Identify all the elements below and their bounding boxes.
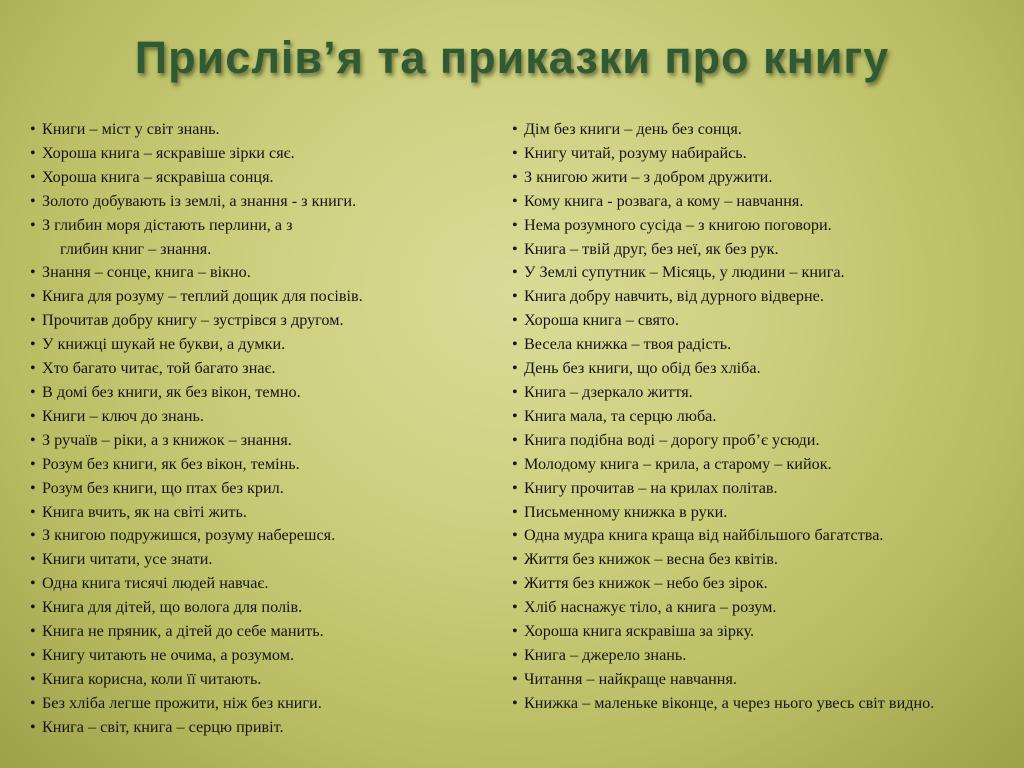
bullet-marker: • bbox=[30, 215, 36, 234]
bullet-marker: • bbox=[30, 382, 36, 401]
bullet-marker: • bbox=[30, 598, 36, 617]
proverb-text: Нема розумного сусіда – з книгою поговори. bbox=[524, 215, 832, 234]
bullet-marker: • bbox=[30, 359, 36, 378]
bullet-marker: • bbox=[512, 382, 518, 401]
proverb-text: Хто багато читає, той багато знає. bbox=[42, 359, 276, 378]
bullet-marker: • bbox=[30, 454, 36, 473]
proverb-item bbox=[30, 405, 490, 429]
bullet-marker: • bbox=[30, 143, 36, 162]
proverb-item bbox=[30, 524, 490, 548]
bullet-marker: • bbox=[512, 669, 518, 688]
proverb-item bbox=[30, 285, 490, 309]
proverb-item bbox=[512, 596, 996, 620]
proverb-text: Весела книжка – твоя радість. bbox=[524, 335, 732, 354]
proverb-text: В домі без книги, як без вікон, темно. bbox=[42, 382, 301, 401]
proverb-text: Розум без книги, що птах без крил. bbox=[42, 478, 284, 497]
proverb-item bbox=[512, 190, 996, 214]
proverb-text: Книга корисна, коли її читають. bbox=[42, 669, 262, 688]
proverb-item bbox=[512, 166, 996, 190]
proverb-text: Прочитав добру книгу – зустрівся з другом. bbox=[42, 311, 344, 330]
proverbs-right-column bbox=[512, 118, 996, 716]
proverb-text: Дім без книги – день без сонця. bbox=[524, 120, 742, 138]
proverb-text: Книга вчить, як на світі жить. bbox=[42, 502, 247, 521]
proverb-text: Кому книга - розвага, а кому – навчання. bbox=[524, 191, 804, 210]
proverb-text: Молодому книга – крила, а старому – кийок. bbox=[524, 454, 832, 473]
bullet-marker: • bbox=[512, 550, 518, 569]
proverb-text: Хороша книга – свято. bbox=[524, 311, 679, 330]
proverb-item bbox=[512, 429, 996, 453]
bullet-marker: • bbox=[512, 287, 518, 306]
proverb-item bbox=[512, 405, 996, 429]
proverb-text: Хліб наснажує тіло, а книга – розум. bbox=[524, 598, 777, 617]
proverb-item bbox=[512, 214, 996, 238]
proverb-item bbox=[30, 357, 490, 381]
bullet-marker: • bbox=[30, 335, 36, 354]
proverb-item bbox=[512, 477, 996, 501]
proverb-text: Одна мудра книга краща від найбільшого багатства. bbox=[524, 526, 884, 545]
proverb-text: Хороша книга яскравіша за зірку. bbox=[524, 622, 755, 641]
bullet-marker: • bbox=[30, 550, 36, 569]
proverb-item bbox=[512, 381, 996, 405]
bullet-marker: • bbox=[512, 502, 518, 521]
bullet-marker: • bbox=[512, 120, 518, 138]
proverb-item bbox=[512, 238, 996, 262]
bullet-marker: • bbox=[512, 406, 518, 425]
proverb-continuation: глибин книг – знання. bbox=[60, 239, 212, 258]
proverb-text: Книги – міст у світ знань. bbox=[42, 120, 220, 138]
bullet-marker: • bbox=[512, 430, 518, 449]
proverb-item bbox=[512, 620, 996, 644]
slide-title: Прислів’я та приказки про книгу bbox=[134, 32, 890, 83]
proverb-item bbox=[30, 309, 490, 333]
proverb-item bbox=[30, 118, 490, 142]
proverb-text: Знання – сонце, книга – вікно. bbox=[42, 263, 251, 282]
proverb-text: Читання – найкраще навчання. bbox=[524, 669, 737, 688]
proverb-item bbox=[512, 142, 996, 166]
proverb-item bbox=[512, 524, 996, 548]
proverb-item bbox=[512, 453, 996, 477]
bullet-marker: • bbox=[30, 574, 36, 593]
bullet-marker: • bbox=[30, 669, 36, 688]
proverb-item bbox=[30, 596, 490, 620]
bullet-marker: • bbox=[30, 526, 36, 545]
proverb-text: Книги читати, усе знати. bbox=[42, 550, 213, 569]
proverb-text: Хороша книга – яскравіша сонця. bbox=[42, 167, 274, 186]
proverb-item bbox=[30, 477, 490, 501]
proverb-item bbox=[512, 572, 996, 596]
proverb-item bbox=[512, 333, 996, 357]
proverb-text: Книга подібна воді – дорогу проб’є усюди. bbox=[524, 430, 820, 449]
bullet-marker: • bbox=[512, 693, 518, 712]
proverb-text: Книги – ключ до знань. bbox=[42, 406, 204, 425]
bullet-marker: • bbox=[30, 287, 36, 306]
proverb-text: У книжці шукай не букви, а думки. bbox=[42, 335, 286, 354]
proverb-item bbox=[30, 429, 490, 453]
proverb-text: З книгою подружишся, розуму наберешся. bbox=[42, 526, 336, 545]
bullet-marker: • bbox=[30, 693, 36, 712]
proverb-item bbox=[30, 692, 490, 716]
proverb-item bbox=[30, 333, 490, 357]
proverb-text: Хороша книга – яскравіше зірки сяє. bbox=[42, 143, 295, 162]
proverb-item bbox=[30, 668, 490, 692]
bullet-marker: • bbox=[512, 526, 518, 545]
proverb-item bbox=[512, 668, 996, 692]
proverbs-left-column bbox=[30, 118, 490, 740]
bullet-marker: • bbox=[512, 311, 518, 330]
bullet-marker: • bbox=[512, 215, 518, 234]
proverb-item bbox=[512, 285, 996, 309]
proverb-text: Життя без книжок – небо без зірок. bbox=[524, 574, 768, 593]
bullet-marker: • bbox=[512, 359, 518, 378]
proverb-item bbox=[512, 118, 996, 142]
proverb-text: Книга для дітей, що волога для полів. bbox=[42, 598, 303, 617]
proverb-item bbox=[30, 572, 490, 596]
proverb-text: Життя без книжок – весна без квітів. bbox=[524, 550, 778, 569]
proverb-item bbox=[512, 501, 996, 525]
bullet-marker: • bbox=[512, 263, 518, 282]
proverb-text: Золото добувають із землі, а знання - з книги. bbox=[42, 191, 357, 210]
bullet-marker: • bbox=[30, 478, 36, 497]
proverb-item bbox=[512, 548, 996, 572]
bullet-marker: • bbox=[30, 191, 36, 210]
proverb-item bbox=[512, 357, 996, 381]
bullet-marker: • bbox=[30, 502, 36, 521]
proverb-item bbox=[30, 453, 490, 477]
proverb-item bbox=[30, 142, 490, 166]
bullet-marker: • bbox=[30, 645, 36, 664]
proverb-item bbox=[30, 620, 490, 644]
proverb-item bbox=[30, 190, 490, 214]
proverb-text: З книгою жити – з добром дружити. bbox=[524, 167, 773, 186]
bullet-marker: • bbox=[512, 478, 518, 497]
proverb-item bbox=[30, 644, 490, 668]
proverb-item bbox=[512, 261, 996, 285]
proverb-text: Розум без книги, як без вікон, темінь. bbox=[42, 454, 300, 473]
proverb-text: Письменному книжка в руки. bbox=[524, 502, 728, 521]
bullet-marker: • bbox=[512, 167, 518, 186]
bullet-marker: • bbox=[30, 311, 36, 330]
bullet-marker: • bbox=[512, 574, 518, 593]
proverb-text: Книга – дзеркало життя. bbox=[524, 382, 693, 401]
proverb-item bbox=[30, 548, 490, 572]
bullet-marker: • bbox=[512, 239, 518, 258]
proverb-text: З ручаїв – ріки, а з книжок – знання. bbox=[42, 430, 292, 449]
bullet-marker: • bbox=[30, 622, 36, 641]
bullet-marker: • bbox=[30, 406, 36, 425]
proverb-item bbox=[30, 381, 490, 405]
bullet-marker: • bbox=[512, 191, 518, 210]
proverb-text: Книжка – маленьке віконце, а через нього увесь світ видно. bbox=[524, 693, 935, 712]
proverb-text: Книга – твій друг, без неї, як без рук. bbox=[524, 239, 779, 258]
bullet-marker: • bbox=[512, 335, 518, 354]
bullet-marker: • bbox=[30, 120, 36, 138]
proverb-text: З глибин моря дістають перлини, а з bbox=[42, 215, 293, 234]
bullet-marker: • bbox=[512, 454, 518, 473]
proverb-text: Книгу прочитав – на крилах політав. bbox=[524, 478, 778, 497]
bullet-marker: • bbox=[512, 598, 518, 617]
proverb-text: Одна книга тисячі людей навчає. bbox=[42, 574, 269, 593]
proverb-text: Книга – джерело знань. bbox=[524, 645, 687, 664]
bullet-marker: • bbox=[512, 645, 518, 664]
proverb-text: Книгу читай, розуму набирайсь. bbox=[524, 143, 747, 162]
proverb-item bbox=[30, 716, 490, 740]
bullet-marker: • bbox=[30, 167, 36, 186]
proverb-text: Книга добру навчить, від дурного відверне. bbox=[524, 287, 824, 306]
proverb-text: Книгу читають не очима, а розумом. bbox=[42, 645, 295, 664]
bullet-marker: • bbox=[30, 430, 36, 449]
proverb-item bbox=[30, 261, 490, 285]
proverb-item bbox=[512, 309, 996, 333]
proverb-text: Книга мала, та серцю люба. bbox=[524, 406, 717, 425]
proverb-text: Без хліба легше прожити, ніж без книги. bbox=[42, 693, 322, 712]
proverb-text: Книга для розуму – теплий дощик для посівів. bbox=[42, 287, 363, 306]
bullet-marker: • bbox=[512, 622, 518, 641]
proverb-item bbox=[30, 214, 490, 262]
proverb-text: Книга не пряник, а дітей до себе манить. bbox=[42, 622, 324, 641]
proverb-item bbox=[512, 692, 996, 716]
proverb-text: Книга – світ, книга – серцю привіт. bbox=[42, 717, 284, 736]
proverb-text: День без книги, що обід без хліба. bbox=[524, 359, 761, 378]
proverb-item bbox=[30, 166, 490, 190]
bullet-marker: • bbox=[30, 717, 36, 736]
proverb-item bbox=[512, 644, 996, 668]
bullet-marker: • bbox=[512, 143, 518, 162]
proverb-text: У Землі супутник – Місяць, у людини – книга. bbox=[524, 263, 845, 282]
bullet-marker: • bbox=[30, 263, 36, 282]
proverb-item bbox=[30, 501, 490, 525]
